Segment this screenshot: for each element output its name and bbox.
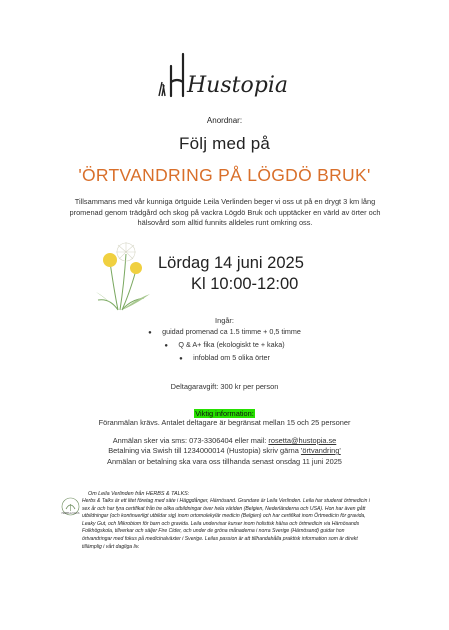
list-item: ● infoblad om 5 olika örter: [0, 351, 449, 364]
event-time: Kl 10:00-12:00: [191, 275, 299, 293]
participation-fee: Deltagaravgift: 300 kr per person: [170, 382, 279, 391]
preregistration-text: Föranmälan krävs. Antalet deltagare är begränsat mellan 15 och 25 personer: [98, 418, 351, 427]
bullet-icon: ●: [179, 356, 183, 362]
presents-label: Anordnar:: [206, 116, 243, 125]
includes-list: [0, 325, 449, 364]
svg-text:HERBS & TALKS: HERBS & TALKS: [61, 513, 80, 515]
hustopia-logo-mark: [155, 52, 295, 98]
important-info-label: Viktig information:: [195, 409, 254, 418]
intro-text: Tillsammans med vår kunniga örtguide Leila Verlinden beger vi oss ut på en drygt 3 km lång promenad genom trädgård och skog på vackra Lögdö Bruk och upptäcker en värld av örter och hälsovård som alltid funnits alldeles runt omkring oss.: [69, 197, 381, 228]
payment-text: Betalning via Swish till 1234000014 (Hustopia) skriv gärna 'örtvandring': [108, 446, 341, 455]
event-title: 'ÖRTVANDRING PÅ LÖGDÖ BRUK': [78, 165, 371, 185]
payment-reference: 'örtvandring': [300, 446, 341, 455]
contact-text: Anmälan sker via sms: 073-3306404 eller mail: rosetta@hustopia.se: [112, 436, 337, 445]
list-item: ● guidad promenad ca 1.5 timme + 0,5 timme: [0, 325, 449, 338]
email-link[interactable]: rosetta@hustopia.se: [268, 436, 337, 445]
bio-body: Herbs & Talks är ett litet företag med säte i Häggdånger, Härnösand. Grundare är Leila Verlinden. Leila har studerat örtmedicin i sex år och har fyra certifikat från tre olika utbildningar över hela världen (Belgien, Nederländerna och USA). Hon har även gått utbildningar (och kontinuerligt utbildar sig) inom ortomolekylär medicin (Belgien) och har certifikat inom Örtmedicin för gravida, Leaky Gut, och Mikrobiom för barn och gravida. Leila undervisar kurser inom holistisk hälsa och örtmedicin via Härnösands Folkhögskola, tillverkar och säljer Fire Cider, och under de gröna månaderna i norra Sverige (Härnösand) guidar hon örtvandringar med fokus på medicinalväxter i Sverige. Leilas passion är att tillhandahålla praktisk information som är direkt tillämplig i vårt dagliga liv.: [82, 498, 370, 550]
deadline-text: Anmälan or betalning ska vara oss tillhanda senast onsdag 11 juni 2025: [107, 457, 342, 466]
herbs-talks-logo: [61, 497, 80, 516]
logo-text: Hustopia: [186, 73, 288, 98]
bio-heading: Om Leila Verlinden från HERBS & TALKS:: [88, 491, 190, 497]
hustopia-logo: [0, 52, 449, 98]
dandelion-illustration: [88, 240, 158, 312]
includes-title: Ingår:: [215, 316, 234, 325]
event-date: Lördag 14 juni 2025: [158, 254, 304, 272]
join-heading: Följ med på: [178, 134, 271, 153]
bullet-icon: ●: [148, 330, 152, 336]
bullet-icon: ●: [164, 343, 168, 349]
list-item: ● Q & A+ fika (ekologiskt te + kaka): [0, 338, 449, 351]
